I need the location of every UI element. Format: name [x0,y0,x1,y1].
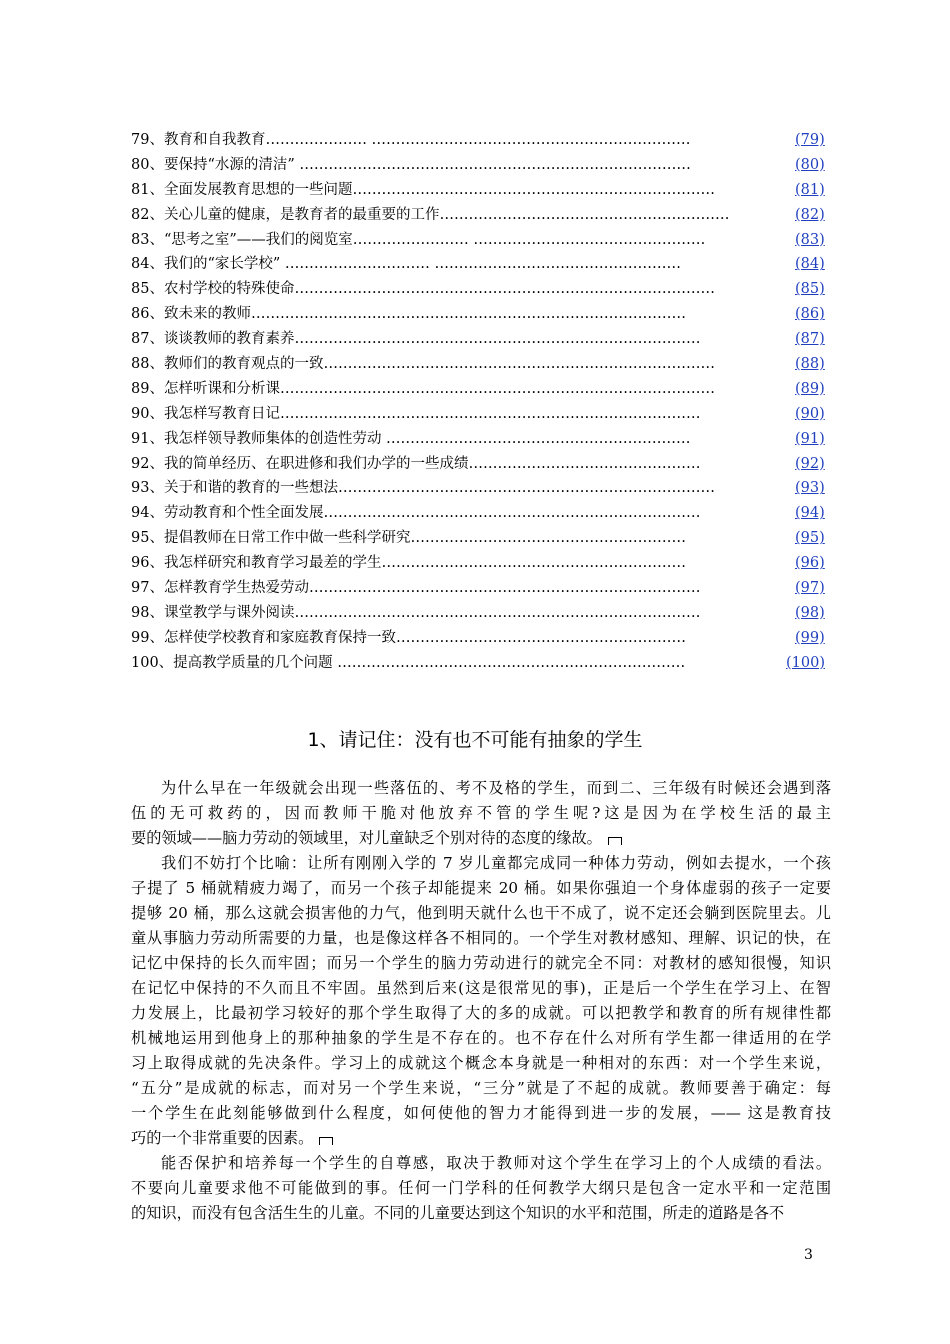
toc-page-link[interactable]: (84) [795,256,825,273]
paragraph-mark-icon [319,1137,333,1145]
toc-entry[interactable] [131,626,831,651]
toc-entry-title: 97、怎样教育学生热爱劳动……………………………………………………………………… [131,580,701,597]
paragraph-line: 为什么早在一年级就会出现一些落伍的、考不及格的学生，而到二、三年级有时候还会遇到落 [161,779,831,797]
toc-entry-title: 96、我怎样研究和教育学习最差的学生……………………………………………………… [131,555,686,572]
toc-page-link[interactable]: (89) [795,380,825,397]
toc-entry[interactable] [131,327,831,352]
paragraph [131,1151,831,1226]
paragraph [131,851,831,1151]
toc-page-link[interactable]: (96) [795,555,825,572]
toc-entry[interactable] [131,576,831,601]
paragraph-line: 记忆中保持的长久而牢固；而另一个学生的脑力劳动进行的就完全不同：对教材的感知很慢，知识 [131,954,831,972]
toc-page-link[interactable]: (83) [795,231,825,248]
toc-page-link[interactable]: (100) [786,654,825,671]
paragraph-line: 要的领域——脑力劳动的领域里，对儿童缺乏个别对待的态度的缘故。 [131,826,831,851]
toc-page-link[interactable]: (98) [795,604,825,621]
toc-entry[interactable] [131,252,831,277]
body-text [131,776,831,1226]
toc-page-link[interactable]: (95) [795,530,825,547]
toc-entry-title: 86、致未来的教师……………………………………………………………………………… [131,306,686,323]
toc-page-link[interactable]: (92) [795,455,825,472]
toc-entry-title: 98、课堂教学与课外阅读………………………………………………………………………… [131,604,701,621]
toc-entry[interactable] [131,476,831,501]
toc-entry-title: 90、我怎样写教育日记…………………………………………………………………………… [131,405,701,422]
toc-entry[interactable] [131,277,831,302]
toc-entry-title: 83、“思考之室”——我们的阅览室…………………… ………………………………………… [131,231,706,248]
toc-entry-title: 85、农村学校的特殊使命…………………………………………………………………………… [131,281,715,298]
paragraph [131,776,831,851]
toc-page-link[interactable]: (97) [795,580,825,597]
toc-entry-title: 81、全面发展教育思想的一些问题………………………………………………………………… [131,181,715,198]
paragraph-line: 伍的无可救药的，因而教师干脆对他放弃不管的学生呢?这是因为在学校生活的最主 [131,804,831,822]
toc-page-link[interactable]: (82) [795,206,825,223]
toc-entry[interactable] [131,402,831,427]
toc-page-link[interactable]: (99) [795,629,825,646]
toc-entry-title: 93、关于和谐的教育的一些想法…………………………………………………………………… [131,480,715,497]
toc-entry-title: 89、怎样听课和分析课……………………………………………………………………………… [131,380,715,397]
toc-entry[interactable] [131,526,831,551]
toc-entry[interactable] [131,651,831,676]
toc-entry[interactable] [131,302,831,327]
toc-entry-title: 84、我们的“家长学校” ………………………… …………………………………………… [131,256,681,273]
paragraph-line: 的知识，而没有包含活生生的儿童。不同的儿童要达到这个知识的水平和范围，所走的道路是各不 [131,1204,785,1222]
toc-entry-title: 80、要保持“水源的清洁” ……………………………………………………………………… [131,156,691,173]
paragraph-line: 能否保护和培养每一个学生的自尊感，取决于教师对这个学生在学习上的个人成绩的看法。 [161,1154,831,1172]
toc-page-link[interactable]: (87) [795,331,825,348]
paragraph-line: 习上取得成就的先决条件。学习上的成就这个概念本身就是一种相对的东西：对一个学生来说， [131,1054,831,1072]
paragraph-line: 童从事脑力劳动所需要的力量，也是像这样各不相同的。一个学生对教材感知、理解、识记的快，在 [131,929,831,947]
toc-entry[interactable] [131,228,831,253]
toc-page-link[interactable]: (88) [795,356,825,373]
toc-entry[interactable] [131,452,831,477]
paragraph-line: 一个学生在此刻能够做到什么程度，如何使他的智力才能得到进一步的发展，—— 这是教育技 [131,1104,831,1122]
toc-entry-title: 82、关心儿童的健康，是教育者的最重要的工作…………………………………………………… [131,206,730,223]
toc-entry[interactable] [131,178,831,203]
toc-entry[interactable] [131,203,831,228]
toc-page-link[interactable]: (91) [795,430,825,447]
table-of-contents [131,128,831,676]
toc-entry-title: 92、我的简单经历、在职进修和我们办学的一些成绩………………………………………… [131,455,701,472]
toc-entry-title: 99、怎样使学校教育和家庭教育保持一致…………………………………………………… [131,629,686,646]
toc-page-link[interactable]: (93) [795,480,825,497]
toc-entry-title: 87、谈谈教师的教育素养………………………………………………………………………… [131,331,701,348]
paragraph-mark-icon [608,837,622,845]
toc-page-link[interactable]: (94) [795,505,825,522]
toc-entry[interactable] [131,352,831,377]
section-heading: 1、请记住：没有也不可能有抽象的学生 [307,729,643,751]
toc-entry[interactable] [131,601,831,626]
toc-entry[interactable] [131,153,831,178]
toc-page-link[interactable]: (90) [795,405,825,422]
toc-entry[interactable] [131,128,831,153]
toc-entry[interactable] [131,427,831,452]
paragraph-line: 提够 20 桶，那么这就会损害他的力气，他到明天就什么也干不成了，说不定还会躺到医院里去。儿 [131,904,831,922]
toc-entry-title: 88、教师们的教育观点的一致……………………………………………………………………… [131,356,715,373]
toc-entry[interactable] [131,377,831,402]
toc-entry-title: 100、提高教学质量的几个问题 ……………………………………………………………… [131,654,686,671]
toc-page-link[interactable]: (81) [795,181,825,198]
paragraph-line: 在记忆中保持的不久而且不牢固。虽然到后来(这是很常见的事)，正是后一个学生在学习上、在智 [131,979,831,997]
toc-page-link[interactable]: (85) [795,281,825,298]
paragraph-line: 不要向儿童要求他不可能做到的事。任何一门学科的任何教学大纲只是包含一定水平和一定范围 [131,1179,831,1197]
paragraph-line: 子提了 5 桶就精疲力竭了，而另一个孩子却能提来 20 桶。如果你强迫一个身体虚弱的孩子一定要 [131,879,831,897]
paragraph-line: 我们不妨打个比喻：让所有刚刚入学的 7 岁儿童都完成同一种体力劳动，例如去提水，一个孩 [161,854,831,872]
toc-page-link[interactable]: (80) [795,156,825,173]
toc-entry-title: 94、劳动教育和个性全面发展…………………………………………………………………… [131,505,701,522]
toc-entry-title: 79、教育和自我教育………………… ………………………………………………………… [131,132,691,148]
toc-entry-title: 95、提倡教师在日常工作中做一些科学研究………………………………………………… [131,530,686,547]
paragraph-line: 机械地运用到他身上的那种抽象的学生是不存在的。也不存在什么对所有学生都一律适用的在学 [131,1029,831,1047]
toc-entry[interactable] [131,501,831,526]
paragraph-line: 巧的一个非常重要的因素。 [131,1126,831,1151]
paragraph-line: “五分”是成就的标志，而对另一个学生来说，“三分”就是了不起的成就。教师要善于确定：每 [131,1079,831,1097]
toc-entry[interactable] [131,551,831,576]
toc-page-link[interactable]: (86) [795,306,825,323]
page-number: 3 [804,1247,813,1263]
toc-entry-title: 91、我怎样领导教师集体的创造性劳动 ……………………………………………………… [131,430,691,447]
paragraph-line: 力发展上，比最初学习较好的那个学生取得了大的多的成就。可以把教学和教育的所有规律性都 [131,1004,831,1022]
toc-page-link[interactable]: (79) [795,132,825,148]
